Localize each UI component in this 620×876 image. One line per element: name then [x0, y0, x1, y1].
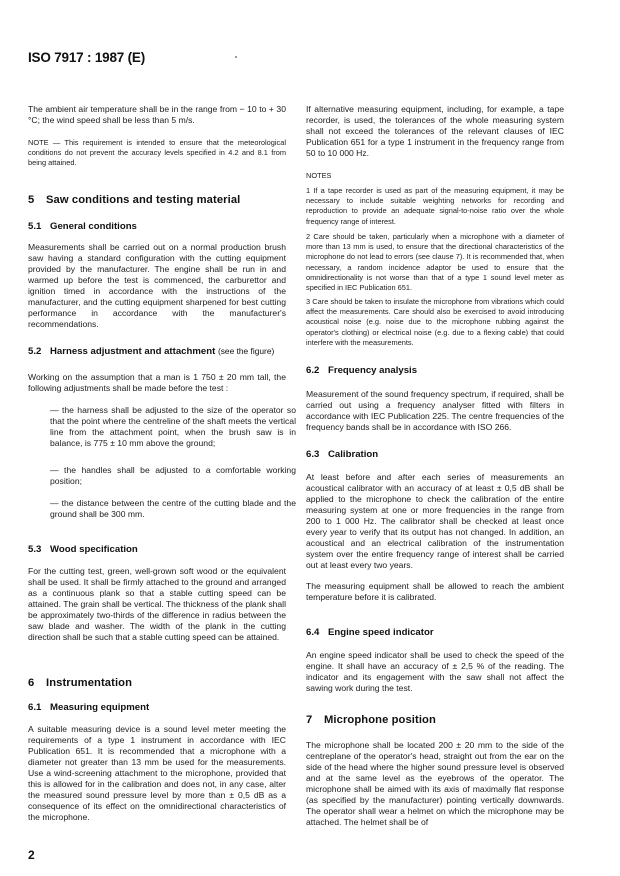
ambient-conditions-paragraph: The ambient air temperature shall be in the range from − 10 to + 30 °C; the wind speed shall be less than 5 m/s.: [28, 104, 286, 125]
frequency-analysis-paragraph: Measurement of the sound frequency spectrum, if required, shall be carried out using a frequency analyser fitted with filters in accordance with IEC Publication 225. The centre frequencies of the frequency bands shall be in accordance with ISO 266.: [306, 389, 564, 432]
section-number: 6.4: [306, 627, 320, 638]
section-6-heading: [28, 677, 132, 689]
notes-label: NOTES: [306, 171, 332, 180]
section-number: 5: [28, 194, 35, 206]
section-title: General conditions: [50, 221, 137, 232]
harness-list-item: — the harness shall be adjusted to the size of the operator so that the point where the centreline of the shaft meets the vertical line from the attachment point, when the brush saw is in balance, is 775 ± 10 mm above the ground;: [50, 405, 296, 448]
note-item: 2 Care should be taken, particularly when a microphone with a diameter of more than 13 mm is used, to ensure that the directional characteristics of the microphone do not lead to errors (see clause 7). It is recommended that, when necessary, a random incidence adaptor be used to ensure that the omnidirectionality is not worse than that of a type 1 sound level meter as specified in IEC Publication 651.: [306, 232, 564, 293]
section-number: 7: [306, 714, 313, 726]
section-number: 5.3: [28, 544, 42, 555]
section-title: Wood specification: [50, 544, 138, 555]
section-5-heading: [28, 194, 240, 206]
document-id-header: ISO 7917 : 1987 (E): [28, 50, 146, 65]
section-6-1-heading: [28, 702, 149, 713]
section-title: Microphone position: [324, 714, 436, 726]
section-title: Harness adjustment and attachment: [50, 346, 216, 357]
section-number: 6.3: [306, 449, 320, 460]
scan-artifact: [235, 56, 237, 58]
section-title: Saw conditions and testing material: [46, 194, 241, 206]
measuring-equipment-paragraph: A suitable measuring device is a sound level meter meeting the requirements of a type 1 instrument in accordance with IEC Publication 651. It is recommended that a microphone with a diameter not greater than 13 mm be used for the measurements. Use a wind-screening attachment to the microphone, provided that this is allowed for in the calibration and does not, in any case, alter the measured sound pressure level by more than ± 0,5 dB as a consequence of its effect on the omnidirectional characteristics of the microphone.: [28, 724, 286, 822]
section-title: Measuring equipment: [50, 702, 150, 713]
section-number: 5.1: [28, 221, 42, 232]
section-7-heading: [306, 714, 436, 726]
page-number: 2: [28, 848, 35, 862]
microphone-position-paragraph: The microphone shall be located 200 ± 20 mm to the side of the centreplane of the operator's head, straight out from the ear on the side of the head where the higher sound pressure level is observed and at the same level as the eyebrows of the operator. The microphone shall be aimed with its axis of maximally flat response (as specified by the manufacturer) pointing vertically downwards. The operator shall wear a helmet on which the microphone may be attached. The helmet shall be of: [306, 740, 564, 827]
section-title: Frequency analysis: [328, 365, 418, 376]
note-item: 3 Care should be taken to insulate the microphone from vibrations which could affect the measurements. Care should also be exercised to avoid introducing acoustical noise (e.g. noise due to the microphone rubbing against the operator's clothing) or electrical noise (e.g. due to a flexing cable) that could interfere with the measurements.: [306, 297, 564, 347]
harness-list-item: — the distance between the centre of the cutting blade and the ground shall be 300 mm.: [50, 498, 296, 519]
section-number: 5.2: [28, 346, 42, 357]
ambient-note: NOTE — This requirement is intended to ensure that the meteorological conditions do not prevent the accuracy levels specified in 4.2 and 8.1 from being attained.: [28, 138, 286, 168]
wood-specification-paragraph: For the cutting test, green, well-grown soft wood or the equivalent shall be used. It shall be firmly attached to the ground and arranged as a continuous plank so that a stable cutting speed can be attained. The grain shall be vertical. The thickness of the plank shall be approximately two-thirds of the difference in radius between the saw blade and washer. The width of the plank in the cutting direction shall be such that a stable cutting speed can be attained.: [28, 566, 286, 642]
section-subtitle: (see the figure): [217, 346, 275, 356]
calibration-paragraph: At least before and after each series of measurements an acoustical calibrator with an accuracy of at least ± 0,5 dB shall be applied to the microphone to check the calibration of the entire measuring system at one or more frequencies in the range from 200 to 1 000 Hz. The calibrator shall be checked at least once every year to verify that its output has not changed. In addition, an acoustical and an electrical calibration of the instrumentation system over the entire frequency range of interest shall be carried out at least every two years.: [306, 472, 564, 570]
section-title: Instrumentation: [46, 677, 133, 689]
section-5-1-heading: [28, 221, 137, 232]
harness-intro-paragraph: Working on the assumption that a man is 1 750 ± 20 mm tall, the following adjustments shall be made before the test :: [28, 372, 286, 393]
section-title: Calibration: [328, 449, 379, 460]
section-6-3-heading: [306, 449, 378, 460]
harness-list-item: — the handles shall be adjusted to a comfortable working position;: [50, 465, 296, 486]
section-number: 6.2: [306, 365, 320, 376]
section-title: Engine speed indicator: [328, 627, 434, 638]
alternative-equipment-paragraph: If alternative measuring equipment, including, for example, a tape recorder, is used, the tolerances of the whole measuring system shall not exceed the tolerances of the relevant clauses of IEC Publication 651 for a type 1 instrument in the frequency range from 50 to 10 000 Hz.: [306, 104, 564, 158]
section-6-4-heading: [306, 627, 434, 638]
section-number: 6: [28, 677, 35, 689]
engine-speed-paragraph: An engine speed indicator shall be used to check the speed of the engine. It shall have an accuracy of ± 2,5 % of the reading. The indicator and its engagement with the saw shall not affect the sawing work during the test.: [306, 650, 564, 693]
note-item: 1 If a tape recorder is used as part of the measuring equipment, it may be necessary to include suitable weighting networks for recording and reproduction to provide an adequate signal-to-noise ratio over the whole frequency range of interest.: [306, 186, 564, 226]
section-number: 6.1: [28, 702, 42, 713]
general-conditions-paragraph: Measurements shall be carried out on a normal production brush saw having a standard configuration with the cutting equipment provided by the manufacturer. The engine shall be run in and warmed up before the test is commenced, the carburettor and ignition timed in accordance with the instructions of the manufacturer, and the cutting equipment sharpened for best cutting performance in accordance with the manufacturer's recommendations.: [28, 242, 286, 329]
section-5-2-heading: [28, 346, 286, 357]
calibration-temperature-paragraph: The measuring equipment shall be allowed to reach the ambient temperature before it is calibrated.: [306, 581, 564, 602]
section-5-3-heading: [28, 544, 138, 555]
section-6-2-heading: [306, 365, 417, 376]
